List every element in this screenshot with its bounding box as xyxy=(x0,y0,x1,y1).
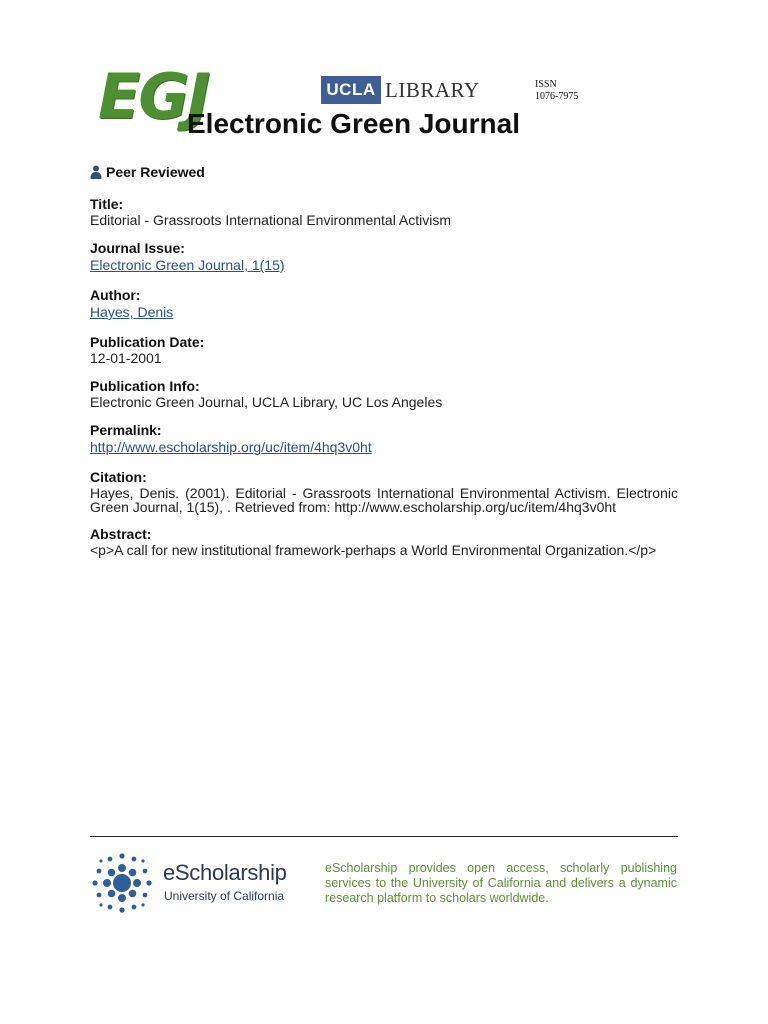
permalink-link[interactable]: http://www.escholarship.org/uc/item/4hq3v0ht xyxy=(90,439,372,455)
escholarship-subtitle: University of California xyxy=(164,889,285,903)
egj-logo: EGJ xyxy=(98,60,209,133)
journal-title: Electronic Green Journal xyxy=(187,108,520,139)
title-label: Title: xyxy=(90,196,124,212)
citation-field xyxy=(90,469,678,514)
issn-number: 1076-7975 xyxy=(535,91,579,102)
journal-issue-field xyxy=(90,240,678,275)
publication-date-label: Publication Date: xyxy=(90,334,205,350)
person-icon xyxy=(90,165,102,179)
peer-reviewed-label: Peer Reviewed xyxy=(106,164,205,180)
escholarship-brand: eScholarship xyxy=(163,860,287,885)
footer-divider xyxy=(90,836,678,837)
publication-date-value: 12-01-2001 xyxy=(90,350,162,366)
permalink-label: Permalink: xyxy=(90,422,162,438)
author-label: Author: xyxy=(90,287,141,303)
title-field xyxy=(90,196,678,228)
peer-reviewed-badge xyxy=(90,164,678,180)
author-field xyxy=(90,287,678,322)
ucla-logo-box: UCLA xyxy=(321,76,381,104)
journal-header xyxy=(0,0,768,150)
issn-label: ISSN xyxy=(535,79,557,90)
escholarship-logo-icon xyxy=(92,852,152,914)
author-link[interactable]: Hayes, Denis xyxy=(90,304,174,320)
publication-date-field xyxy=(90,334,678,366)
permalink-field xyxy=(90,422,678,457)
citation-value: Hayes, Denis. (2001). Editorial - Grassroots International Environmental Activism. Electronic Green Journal, 1(15), . Retrieved from: http://www.escholarship.org/uc/item/4hq3v0ht xyxy=(90,485,678,515)
abstract-value: <p>A call for new institutional framework-perhaps a World Environmental Organization.</p> xyxy=(90,542,657,558)
library-label: LIBRARY xyxy=(385,78,480,102)
title-value: Editorial - Grassroots International Environmental Activism xyxy=(90,212,452,228)
publication-info-value: Electronic Green Journal, UCLA Library, UC Los Angeles xyxy=(90,394,443,410)
publication-info-field xyxy=(90,378,678,410)
abstract-field xyxy=(90,526,678,558)
issn-block xyxy=(535,79,578,103)
publication-info-label: Publication Info: xyxy=(90,378,200,394)
journal-issue-label: Journal Issue: xyxy=(90,240,185,256)
abstract-label: Abstract: xyxy=(90,526,152,542)
record-metadata xyxy=(90,164,678,570)
escholarship-description: eScholarship provides open access, scholarly publishing services to the University of California and delivers a dynamic research platform to scholars worldwide. xyxy=(325,861,677,905)
citation-label: Citation: xyxy=(90,469,147,485)
journal-issue-link[interactable]: Electronic Green Journal, 1(15) xyxy=(90,257,285,273)
